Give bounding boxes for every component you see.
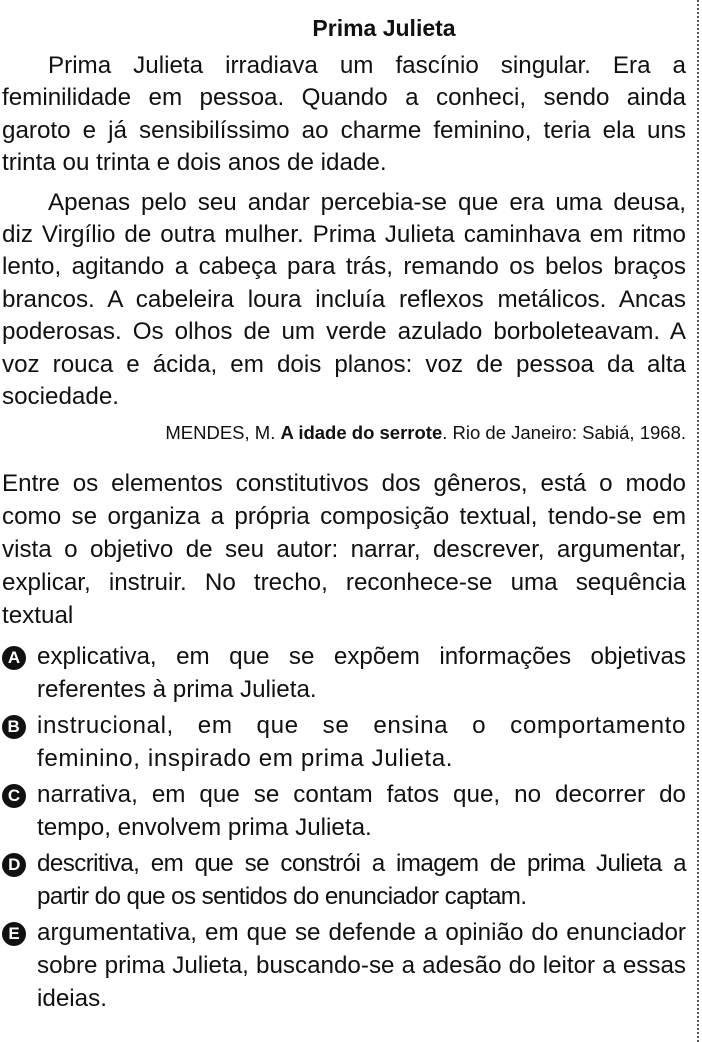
question-stem: Entre os elementos constitutivos dos gêneros, está o modo como se organiza a própria composição textual, tendo-se em vista o objetivo de seu autor: narrar, descrever, argumentar, explicar, instruir. No trecho, reconhece-se uma sequência textual xyxy=(2,470,686,630)
text-paragraph-1: Prima Julieta irradiava um fascínio singular. Era a feminilidade em pessoa. Quando a conheci, sendo ainda garoto e já sensibilíssimo ao charme feminino, teria ela uns trinta ou trinta e dois anos de idade. xyxy=(2,52,686,177)
citation-work-title: A idade do serrote xyxy=(280,422,443,444)
option-e-text: argumentativa, em que se defende a opinião do enunciador sobre prima Julieta, buscando-se a adesão do leitor a essas ideias. xyxy=(37,919,686,1013)
citation-publication: . Rio de Janeiro: Sabiá, 1968. xyxy=(442,422,686,444)
option-a[interactable] xyxy=(2,640,686,706)
option-c[interactable] xyxy=(2,778,686,844)
citation-author: MENDES, M. xyxy=(165,422,276,444)
option-d[interactable] xyxy=(2,847,686,913)
option-c-text: narrativa, em que se contam fatos que, no decorrer do tempo, envolvem prima Julieta. xyxy=(37,781,686,842)
option-a-text: explicativa, em que se expõem informações objetivas referentes à prima Julieta. xyxy=(37,643,686,704)
option-e[interactable] xyxy=(2,916,686,1015)
column-divider xyxy=(697,0,699,1042)
option-d-letter-badge: D xyxy=(2,853,26,877)
source-citation xyxy=(2,419,686,447)
option-b-letter-badge: B xyxy=(2,715,26,739)
option-b-text: instrucional, em que se ensina o comportamento feminino, inspirado em prima Julieta. xyxy=(37,712,686,773)
option-b[interactable] xyxy=(2,709,686,775)
option-a-letter-badge: A xyxy=(2,646,26,670)
option-e-letter-badge: E xyxy=(2,922,26,946)
text-title: Prima Julieta xyxy=(312,15,456,41)
option-d-text: descritiva, em que se constrói a imagem de prima Julieta a partir do que os sentidos do enunciador captam. xyxy=(37,850,686,911)
text-paragraph-2: Apenas pelo seu andar percebia-se que era uma deusa, diz Virgílio de outra mulher. Prima Julieta caminhava em ritmo lento, agitando a cabeça para trás, remando os belos braços brancos. A cabeleira loura incluía reflexos metálicos. Ancas poderosas. Os olhos de um verde azulado borboleteavam. A voz rouca e ácida, em dois planos: voz de pessoa da alta sociedade. xyxy=(2,188,686,411)
answer-options xyxy=(2,640,686,1015)
option-c-letter-badge: C xyxy=(2,784,26,808)
